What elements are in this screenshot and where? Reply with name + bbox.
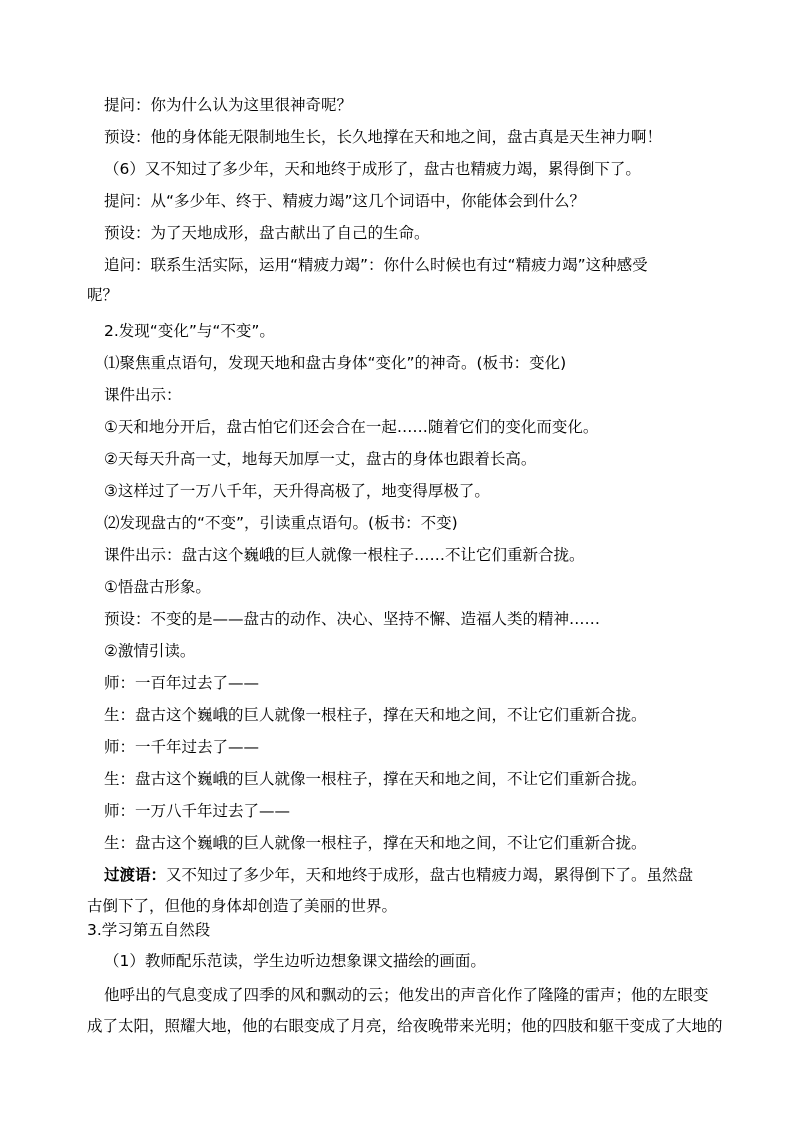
paragraph-line: ①天和地分开后，盘古怕它们还会合在一起……随着它们的变化而变化。 bbox=[104, 418, 599, 436]
paragraph-line: 师：一百年过去了—— bbox=[104, 674, 260, 692]
section-heading: 3.学习第五自然段 bbox=[87, 921, 211, 939]
paragraph-line: ③这样过了一万八千年，天升得高极了，地变得厚极了。 bbox=[104, 482, 490, 500]
paragraph-line: ⑴聚焦重点语句，发现天地和盘古身体“变化”的神奇。(板书：变化) bbox=[104, 354, 567, 372]
paragraph-line: 预设：他的身体能无限制地生长，长久地撑在天和地之间，盘古真是天生神力啊！ bbox=[104, 128, 663, 146]
transition-text: 又不知过了多少年，天和地终于成形，盘古也精疲力竭，累得倒下了。虽然盘 bbox=[166, 866, 694, 884]
paragraph-line: ②天每天升高一丈，地每天加厚一丈，盘古的身体也跟着长高。 bbox=[104, 450, 537, 468]
paragraph-line: 追问：联系生活实际，运用“精疲力竭”：你什么时候也有过“精疲力竭”这种感受 bbox=[104, 256, 648, 274]
transition-label: 过渡语： bbox=[104, 866, 167, 884]
paragraph-line: ②激情引读。 bbox=[104, 642, 196, 660]
paragraph-line: 课件出示：盘古这个巍峨的巨人就像一根柱子……不让它们重新合拢。 bbox=[104, 546, 585, 564]
paragraph-line: 师：一千年过去了—— bbox=[104, 738, 260, 756]
paragraph-line: 提问：你为什么认为这里很神奇呢？ bbox=[104, 96, 353, 114]
paragraph-line: 预设：不变的是——盘古的动作、决心、坚持不懈、造福人类的精神…… bbox=[104, 610, 601, 628]
paragraph-line: （6）又不知过了多少年，天和地终于成形了，盘古也精疲力竭，累得倒下了。 bbox=[104, 160, 641, 178]
paragraph-line: 呢？ bbox=[87, 286, 119, 304]
paragraph-line: ⑵发现盘古的“不变”，引读重点语句。(板书：不变) bbox=[104, 514, 458, 532]
paragraph-line: （1）教师配乐范读，学生边听边想象课文描绘的画面。 bbox=[104, 952, 486, 970]
paragraph-line: 成了太阳，照耀大地，他的右眼变成了月亮，给夜晚带来光明；他的四肢和躯干变成了大地的 bbox=[87, 1017, 723, 1035]
paragraph-line: 课件出示： bbox=[104, 386, 182, 404]
transition-continuation: 古倒下了，但他的身体却创造了美丽的世界。 bbox=[87, 897, 398, 915]
paragraph-line: 提问：从“多少年、终于、精疲力竭”这几个词语中，你能体会到什么？ bbox=[104, 192, 586, 210]
paragraph-line: 生：盘古这个巍峨的巨人就像一根柱子，撑在天和地之间，不让它们重新合拢。 bbox=[104, 770, 647, 788]
paragraph-line: 他呼出的气息变成了四季的风和飘动的云；他发出的声音化作了隆隆的雷声；他的左眼变 bbox=[104, 986, 709, 1004]
paragraph-line: 生：盘古这个巍峨的巨人就像一根柱子，撑在天和地之间，不让它们重新合拢。 bbox=[104, 834, 647, 852]
paragraph-line: 师：一万八千年过去了—— bbox=[104, 802, 291, 820]
paragraph-line: ①悟盘古形象。 bbox=[104, 578, 211, 596]
transition-paragraph bbox=[104, 865, 693, 885]
section-heading: 2.发现“变化”与“不变”。 bbox=[104, 322, 275, 340]
paragraph-line: 预设：为了天地成形，盘古献出了自己的生命。 bbox=[104, 224, 430, 242]
paragraph-line: 生：盘古这个巍峨的巨人就像一根柱子，撑在天和地之间，不让它们重新合拢。 bbox=[104, 706, 647, 724]
